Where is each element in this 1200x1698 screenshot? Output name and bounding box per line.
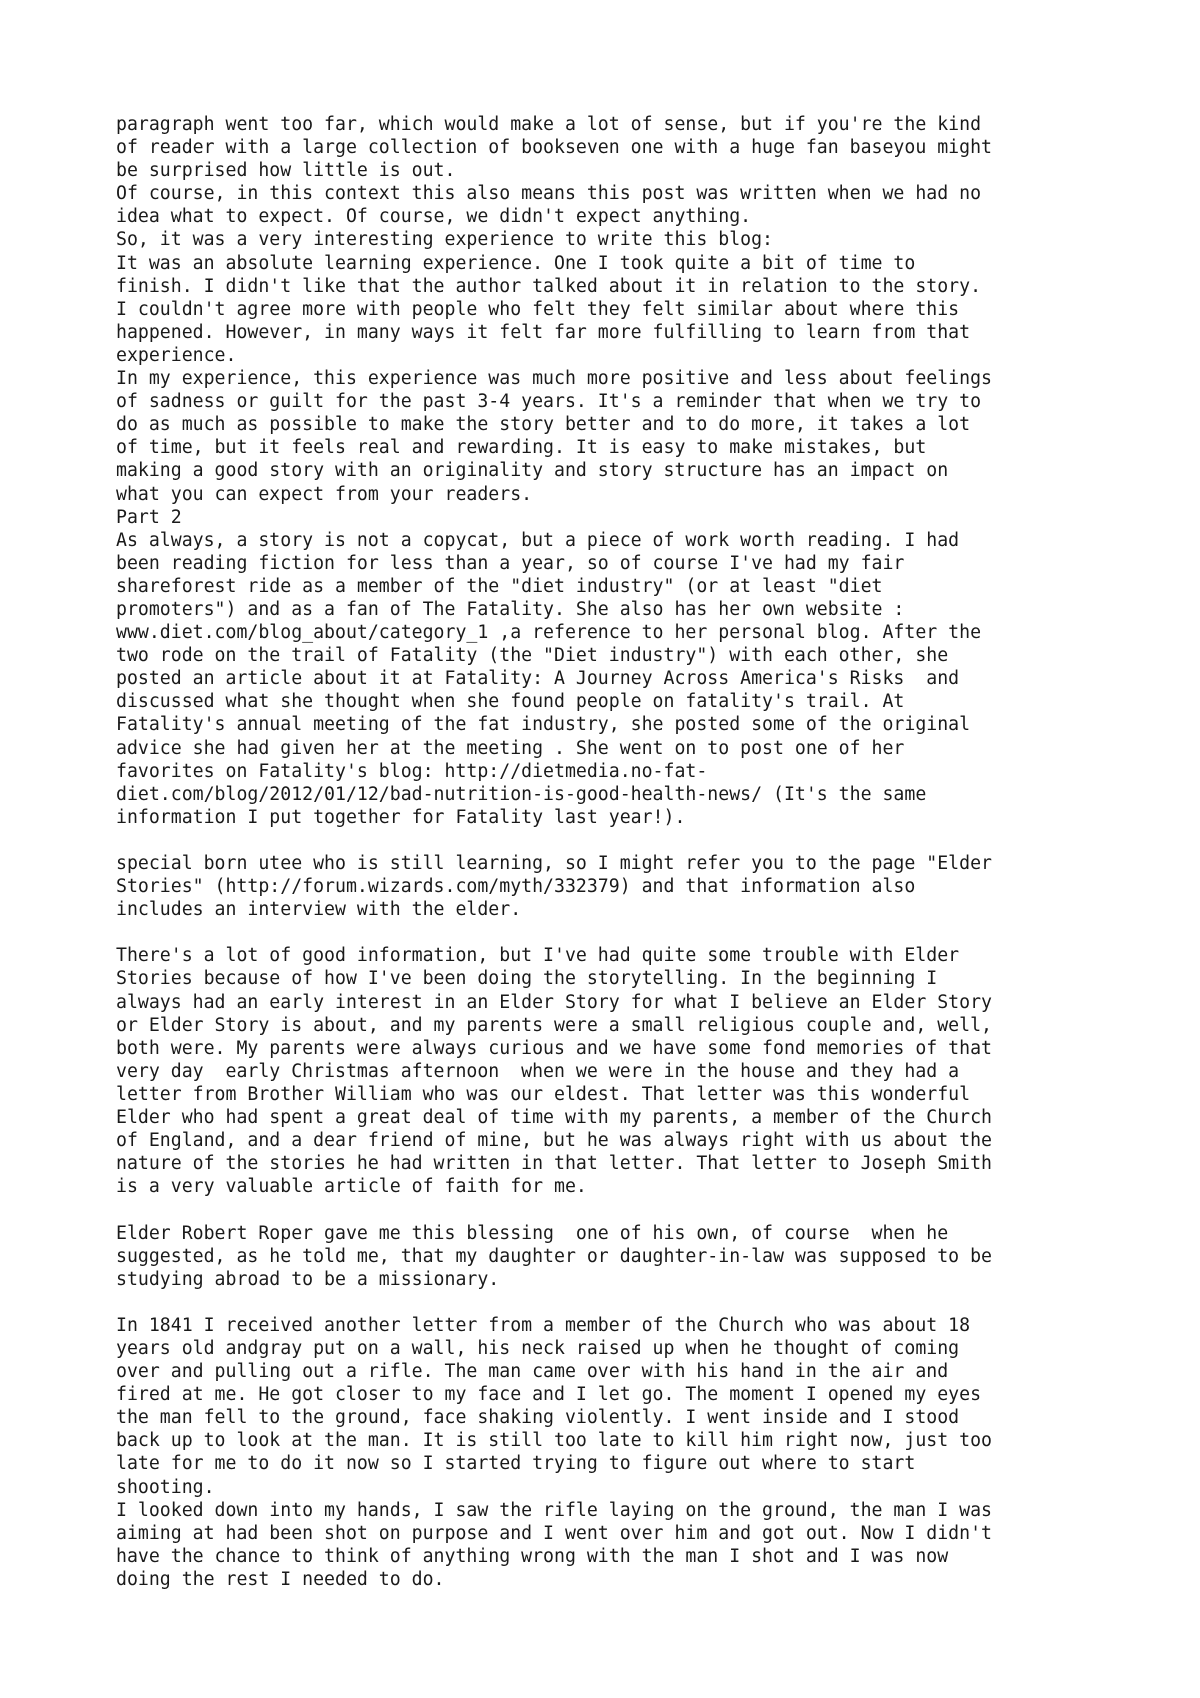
text-line: There's a lot of good information, but I've had quite some trouble with Elder [116, 945, 960, 967]
text-line: of sadness or guilt for the past 3-4 years. It's a reminder that when we try to [116, 391, 982, 413]
text-line: Of course, in this context this also means this post was written when we had no [116, 183, 982, 205]
text-line: includes an interview with the elder. [116, 899, 522, 921]
paragraph [116, 113, 1116, 182]
text-line: doing the rest I needed to do. [116, 1568, 445, 1590]
text-line: two rode on the trail of Fatality (the "Diet industry") with each other, she [116, 645, 949, 667]
text-line: back up to look at the man. It is still too late to kill him right now, just too [116, 1430, 992, 1452]
paragraph [116, 1222, 1116, 1291]
text-line: fired at me. He got closer to my face and I let go. The moment I opened my eyes [116, 1384, 982, 1406]
text-line: advice she had given her at the meeting . She went on to post one of her [116, 737, 905, 759]
paragraph [116, 1314, 1116, 1499]
paragraph [116, 228, 1116, 251]
text-line: I couldn't agree more with people who felt they felt similar about where this [116, 298, 960, 320]
paragraph [116, 944, 1116, 1198]
text-line: nature of the stories he had written in that letter. That letter to Joseph Smith [116, 1153, 992, 1175]
text-line: promoters") and as a fan of The Fatality. She also has her own website : [116, 598, 905, 620]
text-line: finish. I didn't like that the author talked about it in relation to the story. [116, 275, 982, 297]
text-line: special born utee who is still learning, so I might refer you to the page "Elder [116, 853, 992, 874]
text-line: making a good story with an originality and story structure has an impact on [116, 460, 949, 482]
text-line: favorites on Fatality's blog: http://dietmedia.no-fat- [116, 760, 708, 782]
text-line: I looked down into my hands, I saw the rifle laying on the ground, the man I was [116, 1499, 992, 1521]
text-line: is a very valuable article of faith for me. [116, 1176, 587, 1198]
text-line: been reading fiction for less than a year, so of course I've had my fair [116, 552, 905, 574]
text-line: Elder who had spent a great deal of time with my parents, a member of the Church [116, 1107, 992, 1129]
text-line: always had an early interest in an Elder Story for what I believe an Elder Story [116, 991, 992, 1013]
paragraph [116, 1499, 1116, 1591]
text-line: www.diet.com/blog_about/category_1 ,a reference to her personal blog. After the [116, 622, 982, 644]
paragraph [116, 529, 1116, 829]
text-line: studying abroad to be a missionary. [116, 1268, 500, 1290]
text-line: the man fell to the ground, face shaking violently. I went inside and I stood [116, 1407, 960, 1429]
text-line: As always, a story is not a copycat, but a piece of work worth reading. I had [116, 529, 960, 551]
text-line: be surprised how little is out. [116, 160, 456, 182]
text-line: aiming at had been shot on purpose and I went over him and got out. Now I didn't [116, 1522, 992, 1544]
text-line: idea what to expect. Of course, we didn't expect anything. [116, 206, 752, 228]
text-line: discussed what she thought when she found people on fatality's trail. At [116, 691, 905, 713]
text-line: So, it was a very interesting experience to write this blog: [116, 229, 773, 251]
text-line: experience. [116, 344, 237, 366]
paragraph [116, 182, 1116, 228]
text-line: both were. My parents were always curious and we have some fond memories of that [116, 1037, 992, 1059]
text-line: Fatality's annual meeting of the fat industry, she posted some of the original [116, 714, 971, 736]
text-line: paragraph went too far, which would make a lot of sense, but if you're the kind [116, 114, 982, 135]
text-line: information I put together for Fatality last year!). [116, 806, 686, 828]
text-line: do as much as possible to make the story better and to do more, it takes a lot [116, 414, 971, 436]
paragraph [116, 367, 1116, 506]
paragraph [116, 506, 1116, 529]
text-line: happened. However, in many ways it felt far more fulfilling to learn from that [116, 321, 971, 343]
text-line: In 1841 I received another letter from a member of the Church who was about 18 [116, 1314, 971, 1336]
text-line: years old andgray put on a wall, his neck raised up when he thought of coming [116, 1337, 960, 1359]
text-line: have the chance to think of anything wrong with the man I shot and I was now [116, 1545, 949, 1567]
text-line: what you can expect from your readers. [116, 483, 533, 505]
text-line: late for me to do it now so I started trying to figure out where to start [116, 1453, 916, 1475]
paragraph [116, 852, 1116, 921]
text-line: Elder Robert Roper gave me this blessing one of his own, of course when he [116, 1222, 949, 1244]
text-line: suggested, as he told me, that my daughter or daughter-in-law was supposed to be [116, 1245, 992, 1267]
text-line: of England, and a dear friend of mine, but he was always right with us about the [116, 1130, 992, 1152]
text-line: posted an article about it at Fatality: A Journey Across America's Risks and [116, 668, 960, 690]
text-line: It was an absolute learning experience. One I took quite a bit of time to [116, 252, 916, 274]
paragraph [116, 252, 1116, 367]
document-page [116, 113, 1116, 1591]
text-line: over and pulling out a rifle. The man came over with his hand in the air and [116, 1361, 949, 1383]
text-line: or Elder Story is about, and my parents were a small religious couple and, well, [116, 1014, 992, 1036]
text-line: letter from Brother William who was our eldest. That letter was this wonderful [116, 1083, 971, 1105]
text-line: Stories" (http://forum.wizards.com/myth/332379) and that information also [116, 876, 916, 898]
text-line: In my experience, this experience was much more positive and less about feelings [116, 368, 992, 390]
document-body [116, 113, 1116, 1591]
text-line: of time, but it feels real and rewarding. It is easy to make mistakes, but [116, 437, 927, 459]
text-line: diet.com/blog/2012/01/12/bad-nutrition-is-good-health-news/ (It's the same [116, 783, 927, 805]
text-line: of reader with a large collection of bookseven one with a huge fan baseyou might [116, 137, 992, 159]
text-line: very day early Christmas afternoon when we were in the house and they had a [116, 1060, 960, 1082]
text-line: Part 2 [116, 506, 182, 528]
text-line: shooting. [116, 1476, 215, 1498]
text-line: shareforest ride as a member of the "diet industry" (or at least "diet [116, 575, 883, 597]
text-line: Stories because of how I've been doing the storytelling. In the beginning I [116, 968, 938, 990]
